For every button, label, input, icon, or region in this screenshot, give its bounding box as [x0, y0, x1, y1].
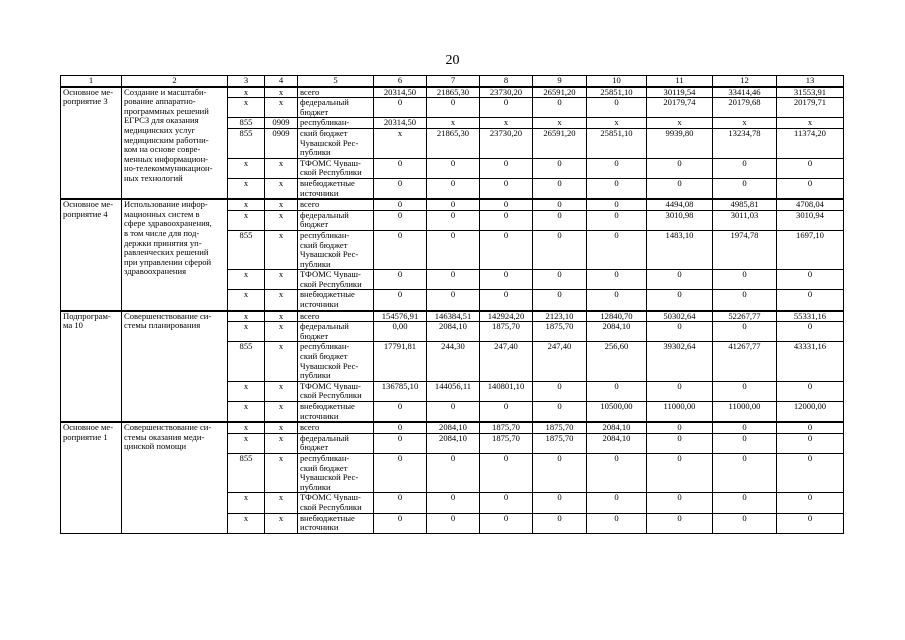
column-header: 7 [427, 76, 480, 87]
value-cell: 1875,70 [533, 322, 587, 342]
code-cell: 855 [228, 230, 265, 269]
value-cell: 33414,46 [713, 87, 777, 98]
code-cell: x [265, 158, 298, 178]
value-cell: 0 [374, 453, 427, 492]
value-cell: 4494,08 [647, 199, 713, 210]
value-cell: 0 [587, 513, 647, 533]
value-cell: 2084,10 [427, 322, 480, 342]
table-row [61, 87, 844, 98]
code-cell: x [228, 158, 265, 178]
code-cell: x [228, 311, 265, 322]
value-cell: 0 [713, 322, 777, 342]
value-cell: 20314,50 [374, 87, 427, 98]
code-cell: 855 [228, 118, 265, 129]
value-cell: 0 [647, 422, 713, 433]
value-cell: 0,00 [374, 322, 427, 342]
column-header: 12 [713, 76, 777, 87]
code-cell: x [265, 210, 298, 230]
value-cell: 0 [713, 433, 777, 453]
value-cell: 0 [777, 322, 844, 342]
code-cell: x [265, 342, 298, 381]
value-cell: 0 [374, 98, 427, 118]
value-cell: 0 [587, 178, 647, 199]
value-cell: 0 [533, 381, 587, 401]
value-cell: 41267,77 [713, 342, 777, 381]
value-cell: 2084,10 [427, 433, 480, 453]
column-header: 13 [777, 76, 844, 87]
value-cell: 55331,16 [777, 311, 844, 322]
value-cell: 256,60 [587, 342, 647, 381]
value-cell: 0 [374, 290, 427, 311]
value-cell: 17791,81 [374, 342, 427, 381]
code-cell: x [265, 270, 298, 290]
value-cell: 0 [427, 402, 480, 423]
value-cell: 244,30 [427, 342, 480, 381]
value-cell: 9939,80 [647, 128, 713, 158]
column-header: 11 [647, 76, 713, 87]
value-cell: 50302,64 [647, 311, 713, 322]
column-header: 6 [374, 76, 427, 87]
funding-source: республикан- ский бюджет Чувашской Рес- публики [298, 453, 374, 492]
column-header: 9 [533, 76, 587, 87]
value-cell: x [713, 118, 777, 129]
value-cell: 1875,70 [480, 433, 533, 453]
column-header: 2 [122, 76, 228, 87]
table-row [61, 422, 844, 433]
value-cell: 144056,11 [427, 381, 480, 401]
code-cell: x [228, 199, 265, 210]
funding-source: внебюджетные источники [298, 513, 374, 533]
value-cell: 31553,91 [777, 87, 844, 98]
value-cell: 0 [713, 270, 777, 290]
value-cell: 20314,50 [374, 118, 427, 129]
value-cell: 136785,10 [374, 381, 427, 401]
code-cell: x [228, 513, 265, 533]
value-cell: 2084,10 [587, 433, 647, 453]
value-cell: 0 [713, 422, 777, 433]
value-cell: 0 [587, 493, 647, 513]
value-cell: x [480, 118, 533, 129]
code-cell: 855 [228, 342, 265, 381]
value-cell: 0 [647, 290, 713, 311]
column-header: 4 [265, 76, 298, 87]
value-cell: 0 [427, 230, 480, 269]
value-cell: 0 [713, 493, 777, 513]
page-number: 20 [445, 53, 460, 68]
funding-source: ТФОМС Чуваш- ской Республики [298, 270, 374, 290]
value-cell: 1483,10 [647, 230, 713, 269]
value-cell: 0 [480, 98, 533, 118]
funding-source: федеральный бюджет [298, 322, 374, 342]
section-name: Основное ме- роприятие 4 [61, 199, 122, 311]
value-cell: 140801,10 [480, 381, 533, 401]
measure-description: Совершенствование си- стемы оказания меди- цинской помощи [122, 422, 228, 533]
column-header: 3 [228, 76, 265, 87]
value-cell: 4985,81 [713, 199, 777, 210]
code-cell: x [265, 433, 298, 453]
value-cell: 0 [587, 270, 647, 290]
value-cell: 1875,70 [480, 322, 533, 342]
funding-source: внебюджетные источники [298, 178, 374, 199]
code-cell: x [228, 290, 265, 311]
value-cell: 0 [533, 210, 587, 230]
value-cell: 20179,74 [647, 98, 713, 118]
value-cell: 0 [480, 290, 533, 311]
code-cell: x [228, 433, 265, 453]
measure-description: Совершенствование си- стемы планирования [122, 311, 228, 423]
value-cell: 12000,00 [777, 402, 844, 423]
column-header: 8 [480, 76, 533, 87]
code-cell: x [228, 98, 265, 118]
value-cell: 0 [777, 381, 844, 401]
value-cell: 0 [533, 98, 587, 118]
value-cell: 0 [427, 493, 480, 513]
value-cell: 23730,20 [480, 128, 533, 158]
value-cell: x [533, 118, 587, 129]
value-cell: x [647, 118, 713, 129]
value-cell: 1875,70 [533, 422, 587, 433]
value-cell: 0 [777, 493, 844, 513]
value-cell: 0 [713, 158, 777, 178]
measure-description: Использование инфор- мационных систем в сфере здравоохранения, в том числе для под- держки принятия уп- равленческих решений при управлении сферой здравоохранения [122, 199, 228, 311]
code-cell: x [265, 381, 298, 401]
value-cell: 0 [777, 270, 844, 290]
value-cell: 0 [713, 453, 777, 492]
value-cell: 20179,71 [777, 98, 844, 118]
value-cell: 0 [374, 158, 427, 178]
value-cell: 0 [647, 453, 713, 492]
value-cell: 0 [427, 513, 480, 533]
value-cell: 0 [427, 270, 480, 290]
code-cell: x [265, 87, 298, 98]
value-cell: 0 [374, 493, 427, 513]
value-cell: 0 [427, 290, 480, 311]
funding-source: республикан- ский бюджет Чувашской Рес- публики [298, 342, 374, 381]
code-cell: x [265, 290, 298, 311]
value-cell: 11000,00 [713, 402, 777, 423]
value-cell: 0 [533, 493, 587, 513]
value-cell: 0 [647, 513, 713, 533]
value-cell: 2084,10 [587, 422, 647, 433]
value-cell: 0 [533, 158, 587, 178]
value-cell: x [427, 118, 480, 129]
value-cell: 0 [480, 199, 533, 210]
column-header: 10 [587, 76, 647, 87]
funding-source: республикан- ский бюджет Чувашской Рес- публики [298, 230, 374, 269]
value-cell: 0 [587, 453, 647, 492]
measure-description: Создание и масштаби- рование аппаратно- программных решений ЕГРСЗ для оказания медицинских услуг медицинским работни- ком на основе совре- менных информацион- но-телекоммуникацион- ных технологий [122, 87, 228, 200]
value-cell: 0 [533, 513, 587, 533]
code-cell: x [265, 178, 298, 199]
value-cell: 0 [427, 210, 480, 230]
funding-source: всего [298, 199, 374, 210]
funding-source: внебюджетные источники [298, 402, 374, 423]
code-cell: 855 [228, 128, 265, 158]
funding-source: всего [298, 422, 374, 433]
code-cell: x [228, 178, 265, 199]
funding-source: всего [298, 311, 374, 322]
code-cell: x [265, 311, 298, 322]
table-row [61, 199, 844, 210]
value-cell: 0 [647, 178, 713, 199]
value-cell: 0 [713, 381, 777, 401]
code-cell: x [265, 422, 298, 433]
value-cell: 0 [480, 402, 533, 423]
value-cell: 0 [647, 433, 713, 453]
value-cell: 0 [587, 158, 647, 178]
value-cell: 0 [587, 381, 647, 401]
value-cell: 2084,10 [427, 422, 480, 433]
value-cell: 0 [427, 98, 480, 118]
value-cell: 1974,78 [713, 230, 777, 269]
column-header: 5 [298, 76, 374, 87]
code-cell: x [265, 98, 298, 118]
value-cell: 0 [647, 493, 713, 513]
value-cell: 0 [647, 270, 713, 290]
value-cell: 21865,30 [427, 128, 480, 158]
funding-source: ский бюджет Чувашской Рес- публики [298, 128, 374, 158]
column-header: 1 [61, 76, 122, 87]
value-cell: 11374,20 [777, 128, 844, 158]
value-cell: x [777, 118, 844, 129]
value-cell: 0 [587, 210, 647, 230]
value-cell: 0 [427, 158, 480, 178]
value-cell: 10500,00 [587, 402, 647, 423]
code-cell: 0909 [265, 118, 298, 129]
value-cell: 25851,10 [587, 87, 647, 98]
code-cell: x [228, 210, 265, 230]
value-cell: 39302,64 [647, 342, 713, 381]
code-cell: x [228, 422, 265, 433]
value-cell: 0 [587, 290, 647, 311]
funding-source: ТФОМС Чуваш- ской Республики [298, 158, 374, 178]
value-cell: 0 [533, 230, 587, 269]
value-cell: 0 [480, 230, 533, 269]
value-cell: 23730,20 [480, 87, 533, 98]
value-cell: 12840,70 [587, 311, 647, 322]
value-cell: 0 [713, 178, 777, 199]
value-cell: 0 [374, 270, 427, 290]
funding-source: федеральный бюджет [298, 433, 374, 453]
value-cell: 43331,16 [777, 342, 844, 381]
code-cell: x [265, 230, 298, 269]
value-cell: 0 [533, 402, 587, 423]
funding-source: федеральный бюджет [298, 98, 374, 118]
value-cell: 0 [480, 158, 533, 178]
value-cell: 0 [777, 433, 844, 453]
code-cell: x [228, 322, 265, 342]
value-cell: 0 [374, 433, 427, 453]
code-cell: x [228, 87, 265, 98]
funding-source: внебюджетные источники [298, 290, 374, 311]
value-cell: 0 [777, 178, 844, 199]
value-cell: 0 [777, 513, 844, 533]
value-cell: 0 [533, 199, 587, 210]
value-cell: 52267,77 [713, 311, 777, 322]
value-cell: 0 [533, 453, 587, 492]
value-cell: 26591,20 [533, 87, 587, 98]
value-cell: 20179,68 [713, 98, 777, 118]
section-name: Подпрограм- ма 10 [61, 311, 122, 423]
funding-source: республикан- [298, 118, 374, 129]
section-name: Основное ме- роприятие 3 [61, 87, 122, 200]
value-cell: 0 [374, 513, 427, 533]
value-cell: 0 [647, 158, 713, 178]
value-cell: x [587, 118, 647, 129]
value-cell: 1875,70 [480, 422, 533, 433]
table-row [61, 311, 844, 322]
value-cell: 0 [480, 178, 533, 199]
value-cell: 0 [777, 422, 844, 433]
value-cell: 0 [587, 230, 647, 269]
value-cell: 3011,03 [713, 210, 777, 230]
value-cell: 0 [647, 381, 713, 401]
funding-source: всего [298, 87, 374, 98]
value-cell: 154576,91 [374, 311, 427, 322]
code-cell: x [265, 453, 298, 492]
value-cell: 2123,10 [533, 311, 587, 322]
code-cell: x [265, 402, 298, 423]
value-cell: 0 [587, 98, 647, 118]
value-cell: 146384,51 [427, 311, 480, 322]
value-cell: 0 [647, 322, 713, 342]
value-cell: 11000,00 [647, 402, 713, 423]
funding-source: ТФОМС Чуваш- ской Республики [298, 381, 374, 401]
value-cell: 3010,94 [777, 210, 844, 230]
value-cell: 26591,20 [533, 128, 587, 158]
value-cell: 0 [374, 178, 427, 199]
value-cell: 0 [480, 513, 533, 533]
value-cell: 4708,04 [777, 199, 844, 210]
value-cell: x [374, 128, 427, 158]
value-cell: 2084,10 [587, 322, 647, 342]
value-cell: 142924,20 [480, 311, 533, 322]
code-cell: x [228, 402, 265, 423]
value-cell: 0 [427, 199, 480, 210]
value-cell: 21865,30 [427, 87, 480, 98]
section-name: Основное ме- роприятие 1 [61, 422, 122, 533]
value-cell: 0 [480, 453, 533, 492]
header-row [61, 76, 844, 87]
code-cell: x [228, 381, 265, 401]
code-cell: x [265, 199, 298, 210]
funding-source: ТФОМС Чуваш- ской Республики [298, 493, 374, 513]
value-cell: 247,40 [533, 342, 587, 381]
value-cell: 1875,70 [533, 433, 587, 453]
value-cell: 0 [480, 270, 533, 290]
value-cell: 0 [427, 453, 480, 492]
code-cell: x [228, 270, 265, 290]
value-cell: 0 [713, 290, 777, 311]
code-cell: x [228, 493, 265, 513]
value-cell: 0 [587, 199, 647, 210]
value-cell: 0 [374, 199, 427, 210]
value-cell: 0 [777, 290, 844, 311]
code-cell: 0909 [265, 128, 298, 158]
funding-source: федеральный бюджет [298, 210, 374, 230]
value-cell: 0 [533, 178, 587, 199]
code-cell: 855 [228, 453, 265, 492]
value-cell: 0 [374, 230, 427, 269]
budget-table [60, 75, 844, 534]
value-cell: 247,40 [480, 342, 533, 381]
value-cell: 0 [374, 210, 427, 230]
value-cell: 0 [777, 453, 844, 492]
value-cell: 25851,10 [587, 128, 647, 158]
value-cell: 0 [480, 210, 533, 230]
value-cell: 0 [427, 178, 480, 199]
value-cell: 0 [374, 422, 427, 433]
code-cell: x [265, 322, 298, 342]
code-cell: x [265, 493, 298, 513]
value-cell: 30119,54 [647, 87, 713, 98]
value-cell: 13234,78 [713, 128, 777, 158]
value-cell: 0 [374, 402, 427, 423]
value-cell: 0 [480, 493, 533, 513]
value-cell: 3010,98 [647, 210, 713, 230]
code-cell: x [265, 513, 298, 533]
value-cell: 0 [777, 158, 844, 178]
value-cell: 1697,10 [777, 230, 844, 269]
value-cell: 0 [713, 513, 777, 533]
value-cell: 0 [533, 270, 587, 290]
value-cell: 0 [533, 290, 587, 311]
